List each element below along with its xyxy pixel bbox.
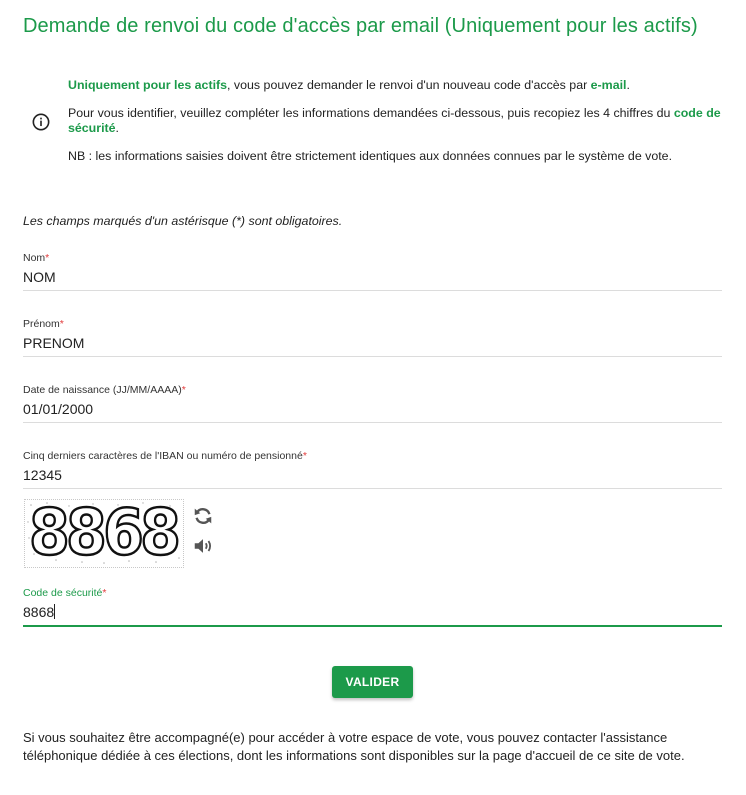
- security-code-label: [23, 587, 722, 600]
- captcha-image: [24, 499, 184, 568]
- iban-field[interactable]: [23, 450, 722, 489]
- prenom-field[interactable]: [23, 318, 722, 357]
- security-code-field[interactable]: [23, 587, 722, 627]
- info-line1-end: .: [626, 78, 630, 92]
- nom-label-text: Nom: [23, 252, 46, 264]
- info-line-identify: [68, 106, 728, 136]
- prenom-label-text: Prénom: [23, 318, 60, 330]
- email-highlight: e-mail: [590, 78, 627, 92]
- info-icon: [32, 113, 50, 131]
- info-text: [68, 78, 728, 177]
- required-asterisk: *: [302, 450, 307, 462]
- info-line-nb: NB : les informations saisies doivent être strictement identiques aux données connues par le système de vote.: [68, 149, 673, 163]
- captcha-tools: [190, 505, 216, 565]
- refresh-icon[interactable]: [190, 505, 216, 527]
- security-code-label-text: Code de sécurité: [23, 587, 103, 599]
- required-fields-note: Les champs marqués d'un astérisque (*) sont obligatoires.: [23, 214, 343, 228]
- info-line-actifs: [68, 78, 728, 93]
- info-line2-end: .: [115, 121, 119, 135]
- assistance-footer: Si vous souhaitez être accompagné(e) pour accéder à votre espace de vote, vous pouvez contacter l'assistance téléphonique dédiée à ces élections, dont les informations sont disponibles sur la page d'accueil de ce site de vote.: [23, 730, 685, 763]
- iban-label: [23, 450, 722, 463]
- info-line2-text: Pour vous identifier, veuillez compléter les informations demandées ci-dessous, puis recopiez les 4 chiffres du: [68, 106, 674, 120]
- nom-label: [23, 252, 722, 265]
- security-code-value: 8868: [23, 604, 55, 620]
- birthdate-field[interactable]: [23, 384, 722, 423]
- birthdate-input[interactable]: 01/01/2000: [23, 401, 94, 417]
- required-asterisk: *: [45, 252, 50, 264]
- prenom-input[interactable]: PRENOM: [23, 335, 85, 351]
- info-line1-text: , vous pouvez demander le renvoi d'un nouveau code d'accès par: [227, 78, 591, 92]
- captcha-digits: 8868: [29, 499, 178, 568]
- birthdate-label: [23, 384, 722, 397]
- nom-field[interactable]: [23, 252, 722, 291]
- security-code-input[interactable]: [23, 603, 722, 625]
- actifs-highlight: Uniquement pour les actifs: [68, 78, 228, 92]
- iban-input[interactable]: 12345: [23, 467, 62, 483]
- validate-button[interactable]: VALIDER: [332, 666, 413, 698]
- nom-input[interactable]: NOM: [23, 269, 56, 285]
- speaker-icon[interactable]: [190, 535, 216, 557]
- required-asterisk: *: [181, 384, 186, 396]
- iban-label-text: Cinq derniers caractères de l'IBAN ou numéro de pensionné: [23, 450, 303, 462]
- required-asterisk: *: [59, 318, 64, 330]
- birthdate-label-text: Date de naissance (JJ/MM/AAAA): [23, 384, 182, 396]
- page-title: Demande de renvoi du code d'accès par email (Uniquement pour les actifs): [23, 15, 698, 37]
- prenom-label: [23, 318, 722, 331]
- required-asterisk: *: [102, 587, 107, 599]
- text-cursor: [54, 604, 55, 619]
- security-code-highlight: code de sécurité: [68, 106, 721, 135]
